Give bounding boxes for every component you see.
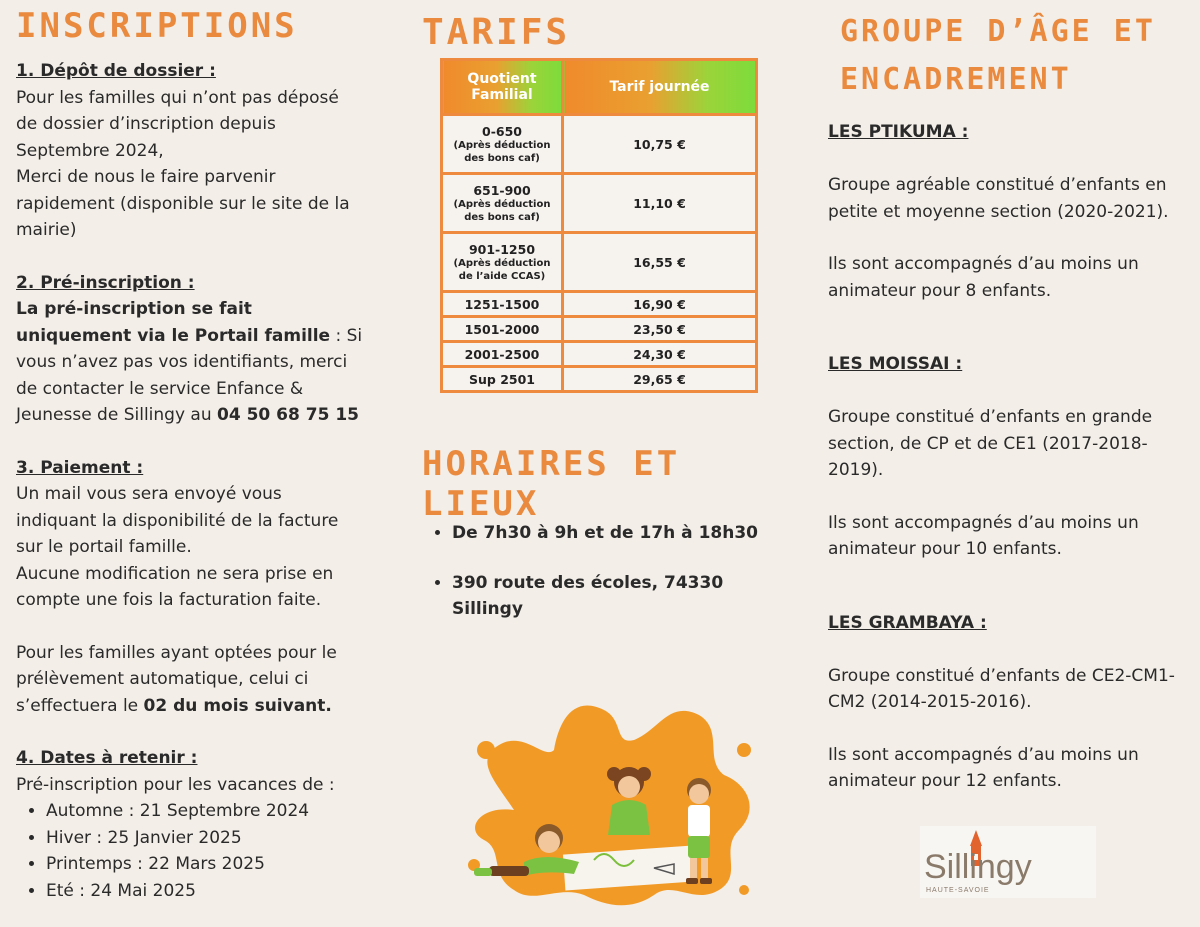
sillingy-logo <box>920 826 1096 898</box>
price-cell: 16,55 € <box>563 233 757 292</box>
depot-line: de dossier d’inscription depuis <box>16 114 276 134</box>
depot-line: Septembre 2024, <box>16 140 164 161</box>
prelevement-date: 02 du mois suivant. <box>143 695 332 716</box>
dates-list <box>16 798 406 904</box>
preinscription-line: Jeunesse de Sillingy au 04 50 68 75 15 <box>16 405 359 425</box>
groupes-heading: GROUPE D’ÂGE ET ENCADREMENT <box>840 14 1156 97</box>
table-row: Sup 2501 29,65 € <box>442 367 757 392</box>
children-drawing-illustration <box>454 690 764 920</box>
paiement-line: Un mail vous sera envoyé vous <box>16 484 282 504</box>
tarifs-table <box>440 58 758 393</box>
tarifs-heading: TARIFS <box>422 12 571 53</box>
group-description: Groupe constitué d’enfants de CE2-CM1-CM2 (2014-2015-2016). <box>828 665 1175 712</box>
address-item: • 390 route des écoles, 74330 Sillingy <box>452 570 782 622</box>
date-item: • Printemps : 22 Mars 2025 <box>46 851 406 878</box>
price-cell: 10,75 € <box>563 115 757 174</box>
table-header-tarif: Tarif journée <box>563 60 757 115</box>
table-row: 901-1250 (Après déduction de l’aide CCAS) 16,55 € <box>442 233 757 292</box>
paiement-line: Aucune modification ne sera prise en <box>16 563 334 584</box>
horaires-heading: HORAIRES ET LIEUX <box>422 444 681 524</box>
prelevement-line: s’effectuera le 02 du mois suivant. <box>16 695 332 716</box>
depot-line: mairie) <box>16 220 77 240</box>
groupes-body <box>828 118 1188 795</box>
group-title-moissai: LES MOISSAI : <box>828 354 963 374</box>
table-row: 651-900 (Après déduction des bons caf) 11,10 € <box>442 174 757 233</box>
table-row: 1501-2000 23,50 € <box>442 317 757 342</box>
hours-item: • De 7h30 à 9h et de 17h à 18h30 <box>452 520 782 546</box>
dates-title: 4. Dates à retenir : <box>16 748 198 768</box>
depot-line: Merci de nous le faire parvenir <box>16 167 276 187</box>
preinscription-line: uniquement via le Portail famille : Si <box>16 325 363 346</box>
logo-wordmark: Sillingy <box>924 848 1032 886</box>
group-description: Groupe constitué d’enfants en grande section, de CP et de CE1 (2017-2018-2019). <box>828 407 1153 480</box>
preinscription-bold-line: La pré-inscription se fait <box>16 299 252 319</box>
price-cell: 29,65 € <box>563 367 757 392</box>
dates-intro: Pré-inscription pour les vacances de : <box>16 774 335 795</box>
depot-line: rapidement (disponible sur le site de la <box>16 193 350 214</box>
group-ratio: Ils sont accompagnés d’au moins un animateur pour 10 enfants. <box>828 512 1139 559</box>
portail-famille-text: uniquement via le Portail famille <box>16 325 331 346</box>
date-item: • Automne : 21 Septembre 2024 <box>46 798 406 825</box>
price-cell: 23,50 € <box>563 317 757 342</box>
date-item: • Eté : 24 Mai 2025 <box>46 878 406 905</box>
group-title-grambaya: LES GRAMBAYA : <box>828 612 987 633</box>
group-title-ptikuma: LES PTIKUMA : <box>828 122 969 142</box>
preinscription-line: de contacter le service Enfance & <box>16 378 304 399</box>
table-row: 1251-1500 16,90 € <box>442 292 757 317</box>
preinscription-line: vous n’avez pas vos identifiants, merci <box>16 352 348 372</box>
price-cell: 16,90 € <box>563 292 757 317</box>
inscriptions-heading: INSCRIPTIONS <box>16 6 298 46</box>
paiement-title: 3. Paiement : <box>16 457 144 478</box>
prelevement-line: Pour les familles ayant optées pour le <box>16 642 337 663</box>
paiement-line: sur le portail famille. <box>16 537 192 557</box>
paiement-line: indiquant la disponibilité de la facture <box>16 510 339 531</box>
group-description: Groupe agréable constitué d’enfants en petite et moyenne section (2020-2021). <box>828 175 1169 222</box>
preinscription-title: 2. Pré-inscription : <box>16 272 195 293</box>
paiement-line: compte une fois la facturation faite. <box>16 590 322 610</box>
depot-title: 1. Dépôt de dossier : <box>16 61 216 81</box>
inscriptions-body <box>16 58 406 904</box>
date-item: • Hiver : 25 Janvier 2025 <box>46 825 406 852</box>
price-cell: 11,10 € <box>563 174 757 233</box>
phone-number: 04 50 68 75 15 <box>217 405 359 425</box>
logo-subtitle: HAUTE-SAVOIE <box>926 887 990 894</box>
group-ratio: Ils sont accompagnés d’au moins un animateur pour 12 enfants. <box>828 744 1139 791</box>
horaires-list-wrap <box>432 520 782 646</box>
table-row: 2001-2500 24,30 € <box>442 342 757 367</box>
horaires-list <box>432 520 782 622</box>
price-cell: 24,30 € <box>563 342 757 367</box>
prelevement-line: prélèvement automatique, celui ci <box>16 669 309 689</box>
table-row: 0-650 (Après déduction des bons caf) 10,75 € <box>442 115 757 174</box>
table-header-quotient: Quotient Familial <box>442 60 563 115</box>
depot-line: Pour les familles qui n’ont pas déposé <box>16 87 339 108</box>
group-ratio: Ils sont accompagnés d’au moins un animateur pour 8 enfants. <box>828 254 1139 301</box>
